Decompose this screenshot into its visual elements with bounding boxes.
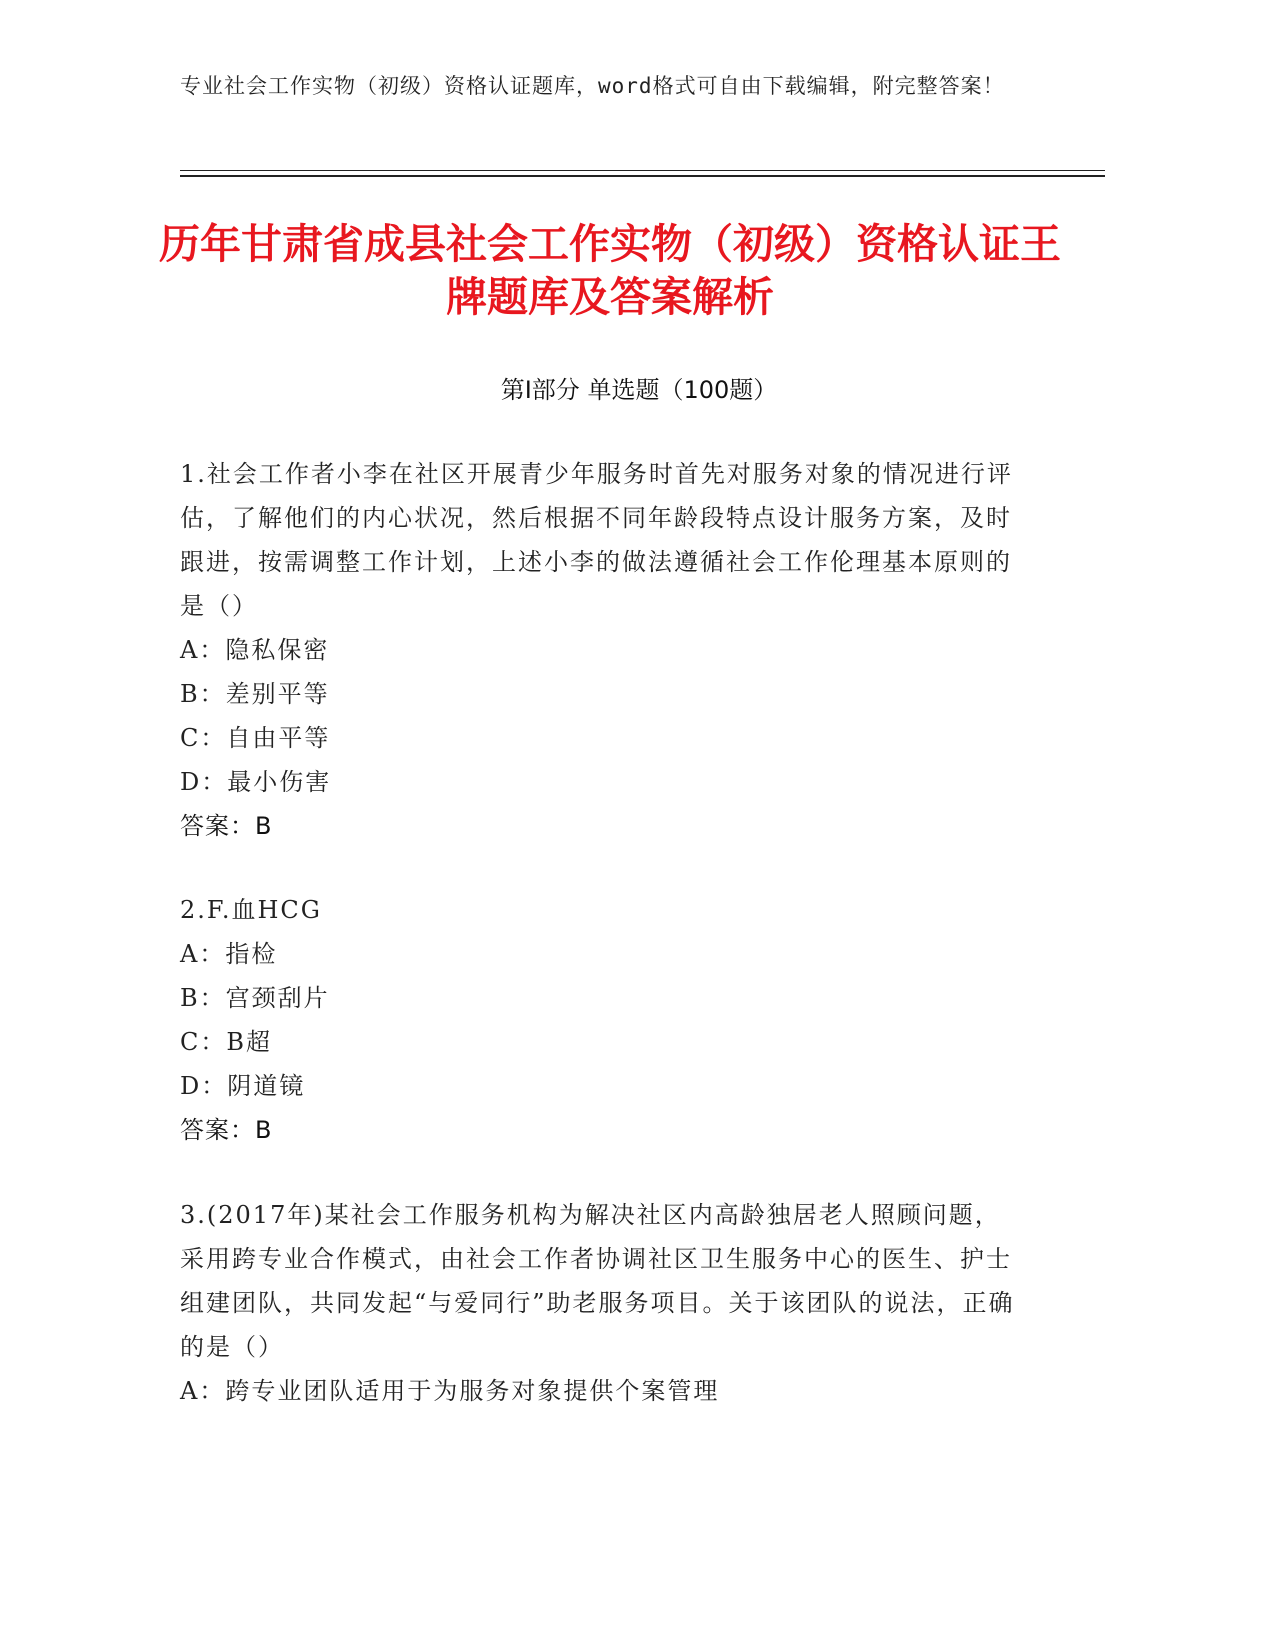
header-divider-bottom: [180, 175, 1105, 177]
option-text: 阴道镜: [227, 1072, 306, 1100]
section-title: 第Ⅰ部分 单选题（100题）: [500, 376, 778, 404]
option-c: [180, 716, 1025, 760]
option-text: 宫颈刮片: [225, 984, 330, 1012]
option-d: [180, 1064, 1025, 1108]
question-3: [180, 1193, 1025, 1413]
option-a: [180, 932, 1025, 976]
answer-line: 答案：B: [180, 1116, 273, 1144]
option-text: 最小伤害: [227, 768, 332, 796]
option-b: [180, 976, 1025, 1020]
option-text: B超: [226, 1028, 273, 1056]
question-1: [180, 452, 1025, 848]
option-text: 自由平等: [226, 724, 331, 752]
option-a: [180, 628, 1025, 672]
header-divider-top: [180, 170, 1105, 171]
question-2: [180, 888, 1025, 1152]
option-d: [180, 760, 1025, 804]
option-text: 差别平等: [225, 680, 330, 708]
answer-line: 答案：B: [180, 812, 273, 840]
option-letter: D：: [180, 768, 228, 796]
question-stem: 1.社会工作者小李在社区开展青少年服务时首先对服务对象的情况进行评估，了解他们的内心状况，然后根据不同年龄段特点设计服务方案，及时跟进，按需调整工作计划，上述小李的做法遵循社会工作伦理基本原则的是（）: [180, 460, 1013, 620]
question-stem: 3.(2017年)某社会工作服务机构为解决社区内高龄独居老人照顾问题，采用跨专业合作模式，由社会工作者协调社区卫生服务中心的医生、护士组建团队，共同发起“与爱同行”助老服务项目。关于该团队的说法，正确的是（）: [180, 1201, 1015, 1361]
document-title: 历年甘肃省成县社会工作实物（初级）资格认证王牌题库及答案解析: [159, 220, 1061, 321]
option-letter: A：: [180, 636, 226, 664]
option-letter: C：: [180, 1028, 227, 1056]
option-letter: A：: [180, 1377, 226, 1405]
question-stem: 2.F.血HCG: [180, 896, 322, 924]
option-text: 隐私保密: [225, 636, 330, 664]
option-a: [180, 1369, 1025, 1413]
option-text: 跨专业团队适用于为服务对象提供个案管理: [225, 1377, 720, 1405]
option-c: [180, 1020, 1025, 1064]
option-text: 指检: [225, 940, 278, 968]
option-letter: B：: [180, 984, 226, 1012]
header-note: 专业社会工作实物（初级）资格认证题库，word格式可自由下载编辑，附完整答案！: [180, 74, 1005, 98]
option-letter: C：: [180, 724, 227, 752]
option-letter: D：: [180, 1072, 228, 1100]
option-letter: A：: [180, 940, 226, 968]
option-b: [180, 672, 1025, 716]
option-letter: B：: [180, 680, 226, 708]
